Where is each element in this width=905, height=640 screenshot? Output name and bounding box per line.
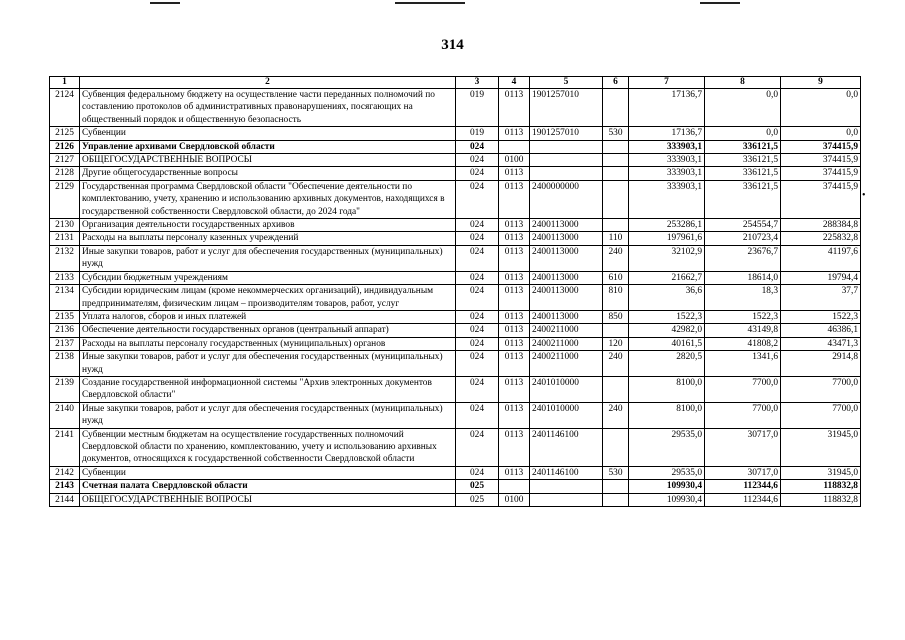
amount-col9-cell: 7700,0: [781, 402, 861, 428]
row-number-cell: 2136: [50, 324, 80, 337]
amount-col9-cell: 41197,6: [781, 245, 861, 271]
amount-col8-cell: 30717,0: [705, 466, 781, 479]
expense-type-cell: [603, 140, 629, 153]
row-number-cell: 2130: [50, 219, 80, 232]
expense-type-cell: 240: [603, 351, 629, 377]
ministry-code-cell: 024: [456, 219, 499, 232]
row-number-cell: 2131: [50, 232, 80, 245]
table-row: [50, 167, 861, 180]
target-article-cell: 2400113000: [530, 310, 603, 323]
section-code-cell: 0113: [499, 89, 530, 127]
row-number-cell: 2137: [50, 337, 80, 350]
amount-col8-cell: 41808,2: [705, 337, 781, 350]
description-cell: Иные закупки товаров, работ и услуг для обеспечения государственных (муниципальных) нужд: [80, 402, 456, 428]
ministry-code-cell: 024: [456, 154, 499, 167]
section-code-cell: 0113: [499, 337, 530, 350]
expense-type-cell: 530: [603, 466, 629, 479]
amount-col9-cell: 1522,3: [781, 310, 861, 323]
column-header: 5: [530, 77, 603, 89]
column-header: 3: [456, 77, 499, 89]
table-row: [50, 127, 861, 140]
row-number-cell: 2144: [50, 493, 80, 506]
amount-col9-cell: 46386,1: [781, 324, 861, 337]
amount-col8-cell: 1522,3: [705, 310, 781, 323]
amount-col8-cell: 0,0: [705, 127, 781, 140]
row-number-cell: 2139: [50, 376, 80, 402]
amount-col8-cell: 336121,5: [705, 167, 781, 180]
expense-type-cell: [603, 154, 629, 167]
target-article-cell: [530, 140, 603, 153]
amount-col9-cell: 374415,9: [781, 180, 861, 218]
page-number: 314: [441, 37, 464, 53]
amount-col7-cell: 17136,7: [629, 127, 705, 140]
row-number-cell: 2128: [50, 167, 80, 180]
amount-col7-cell: 8100,0: [629, 376, 705, 402]
row-number-cell: 2132: [50, 245, 80, 271]
amount-col9-cell: 374415,9: [781, 154, 861, 167]
target-article-cell: 2401010000: [530, 402, 603, 428]
header-row: [50, 77, 861, 89]
target-article-cell: [530, 167, 603, 180]
column-header: 9: [781, 77, 861, 89]
amount-col7-cell: 8100,0: [629, 402, 705, 428]
ministry-code-cell: 019: [456, 89, 499, 127]
section-code-cell: 0113: [499, 232, 530, 245]
expense-type-cell: 120: [603, 337, 629, 350]
ministry-code-cell: 024: [456, 232, 499, 245]
ministry-code-cell: 024: [456, 337, 499, 350]
description-cell: ОБЩЕГОСУДАРСТВЕННЫЕ ВОПРОСЫ: [80, 154, 456, 167]
amount-col7-cell: 333903,1: [629, 154, 705, 167]
ministry-code-cell: 019: [456, 127, 499, 140]
amount-col9-cell: 0,0: [781, 89, 861, 127]
section-code-cell: 0113: [499, 167, 530, 180]
table-row: [50, 337, 861, 350]
amount-col7-cell: 333903,1: [629, 167, 705, 180]
table-row: [50, 89, 861, 127]
section-code-cell: 0113: [499, 428, 530, 466]
amount-col8-cell: 0,0: [705, 89, 781, 127]
amount-col9-cell: 31945,0: [781, 466, 861, 479]
section-code-cell: 0113: [499, 127, 530, 140]
budget-table: [49, 76, 861, 507]
amount-col7-cell: 17136,7: [629, 89, 705, 127]
top-edge-mark: [150, 2, 180, 4]
expense-type-cell: [603, 480, 629, 493]
top-edge-mark: [395, 2, 465, 4]
description-cell: Расходы на выплаты персоналу казенных учреждений: [80, 232, 456, 245]
amount-col8-cell: 7700,0: [705, 402, 781, 428]
ministry-code-cell: 025: [456, 493, 499, 506]
amount-col8-cell: 30717,0: [705, 428, 781, 466]
expense-type-cell: [603, 493, 629, 506]
section-code-cell: 0113: [499, 402, 530, 428]
ministry-code-cell: 024: [456, 466, 499, 479]
amount-col7-cell: 21662,7: [629, 271, 705, 284]
amount-col8-cell: 336121,5: [705, 180, 781, 218]
section-code-cell: 0113: [499, 376, 530, 402]
amount-col9-cell: 118832,8: [781, 493, 861, 506]
amount-col8-cell: 254554,7: [705, 219, 781, 232]
section-code-cell: [499, 140, 530, 153]
description-cell: Другие общегосударственные вопросы: [80, 167, 456, 180]
row-number-cell: 2135: [50, 310, 80, 323]
description-cell: Иные закупки товаров, работ и услуг для обеспечения государственных (муниципальных) нужд: [80, 351, 456, 377]
amount-col9-cell: 7700,0: [781, 376, 861, 402]
expense-type-cell: 810: [603, 285, 629, 311]
amount-col7-cell: 29535,0: [629, 428, 705, 466]
expense-type-cell: 110: [603, 232, 629, 245]
amount-col9-cell: 118832,8: [781, 480, 861, 493]
ministry-code-cell: 024: [456, 180, 499, 218]
amount-col7-cell: 42982,0: [629, 324, 705, 337]
amount-col7-cell: 253286,1: [629, 219, 705, 232]
description-cell: Субсидии бюджетным учреждениям: [80, 271, 456, 284]
target-article-cell: 2400211000: [530, 351, 603, 377]
row-number-cell: 2143: [50, 480, 80, 493]
amount-col8-cell: 23676,7: [705, 245, 781, 271]
target-article-cell: 2400113000: [530, 245, 603, 271]
amount-col8-cell: 112344,6: [705, 480, 781, 493]
amount-col9-cell: 374415,9: [781, 140, 861, 153]
target-article-cell: 2400211000: [530, 337, 603, 350]
expense-type-cell: [603, 89, 629, 127]
row-number-cell: 2141: [50, 428, 80, 466]
amount-col7-cell: 333903,1: [629, 140, 705, 153]
expense-type-cell: [603, 324, 629, 337]
expense-type-cell: [603, 219, 629, 232]
column-header: 4: [499, 77, 530, 89]
section-code-cell: 0100: [499, 493, 530, 506]
description-cell: Субвенция федеральному бюджету на осуществление части переданных полномочий по составлению протоколов об административных правонарушениях, посягающих на общественный порядок и общественную безопасность: [80, 89, 456, 127]
ministry-code-cell: 024: [456, 324, 499, 337]
expense-type-cell: 530: [603, 127, 629, 140]
table-row: [50, 180, 861, 218]
description-cell: Организация деятельности государственных архивов: [80, 219, 456, 232]
description-cell: Управление архивами Свердловской области: [80, 140, 456, 153]
table-row: [50, 232, 861, 245]
amount-col8-cell: 7700,0: [705, 376, 781, 402]
section-code-cell: 0113: [499, 324, 530, 337]
amount-col7-cell: 2820,5: [629, 351, 705, 377]
table-row: [50, 428, 861, 466]
amount-col7-cell: 109930,4: [629, 493, 705, 506]
target-article-cell: [530, 480, 603, 493]
section-code-cell: 0113: [499, 219, 530, 232]
amount-col9-cell: 0,0: [781, 127, 861, 140]
target-article-cell: [530, 493, 603, 506]
expense-type-cell: [603, 428, 629, 466]
description-cell: Субвенции: [80, 466, 456, 479]
table-row: [50, 245, 861, 271]
row-number-cell: 2133: [50, 271, 80, 284]
ministry-code-cell: 024: [456, 271, 499, 284]
amount-col7-cell: 40161,5: [629, 337, 705, 350]
row-number-cell: 2134: [50, 285, 80, 311]
expense-type-cell: [603, 376, 629, 402]
table-row: [50, 310, 861, 323]
table-row: [50, 219, 861, 232]
description-cell: Субвенции: [80, 127, 456, 140]
ministry-code-cell: 024: [456, 310, 499, 323]
ministry-code-cell: 024: [456, 428, 499, 466]
expense-type-cell: 240: [603, 245, 629, 271]
column-header: 2: [80, 77, 456, 89]
amount-col7-cell: 333903,1: [629, 180, 705, 218]
table-row: [50, 140, 861, 153]
amount-col8-cell: 112344,6: [705, 493, 781, 506]
column-header: 8: [705, 77, 781, 89]
expense-type-cell: 610: [603, 271, 629, 284]
amount-col7-cell: 36,6: [629, 285, 705, 311]
section-code-cell: 0113: [499, 180, 530, 218]
row-number-cell: 2140: [50, 402, 80, 428]
table-row: [50, 480, 861, 493]
description-cell: Создание государственной информационной системы "Архив электронных документов Свердловской области": [80, 376, 456, 402]
expense-type-cell: 240: [603, 402, 629, 428]
table-row: [50, 285, 861, 311]
table-row: [50, 324, 861, 337]
amount-col9-cell: 225832,8: [781, 232, 861, 245]
amount-col9-cell: 19794,4: [781, 271, 861, 284]
amount-col8-cell: 18,3: [705, 285, 781, 311]
description-cell: Уплата налогов, сборов и иных платежей: [80, 310, 456, 323]
ministry-code-cell: 024: [456, 245, 499, 271]
amount-col7-cell: 1522,3: [629, 310, 705, 323]
section-code-cell: 0113: [499, 245, 530, 271]
row-number-cell: 2127: [50, 154, 80, 167]
target-article-cell: 2401146100: [530, 428, 603, 466]
column-header: 6: [603, 77, 629, 89]
description-cell: Иные закупки товаров, работ и услуг для обеспечения государственных (муниципальных) нужд: [80, 245, 456, 271]
ministry-code-cell: 024: [456, 402, 499, 428]
table-row: [50, 466, 861, 479]
section-code-cell: 0113: [499, 285, 530, 311]
description-cell: Счетная палата Свердловской области: [80, 480, 456, 493]
amount-col9-cell: 31945,0: [781, 428, 861, 466]
target-article-cell: 2400000000: [530, 180, 603, 218]
expense-type-cell: 850: [603, 310, 629, 323]
amount-col8-cell: 336121,5: [705, 140, 781, 153]
table-row: [50, 376, 861, 402]
amount-col7-cell: 32102,9: [629, 245, 705, 271]
section-code-cell: 0113: [499, 351, 530, 377]
row-number-cell: 2125: [50, 127, 80, 140]
ministry-code-cell: 025: [456, 480, 499, 493]
table-row: [50, 351, 861, 377]
amount-col9-cell: 2914,8: [781, 351, 861, 377]
amount-col8-cell: 336121,5: [705, 154, 781, 167]
target-article-cell: 1901257010: [530, 127, 603, 140]
table-row: [50, 402, 861, 428]
amount-col9-cell: 37,7: [781, 285, 861, 311]
amount-col9-cell: 288384,8: [781, 219, 861, 232]
target-article-cell: 2401146100: [530, 466, 603, 479]
row-number-cell: 2142: [50, 466, 80, 479]
target-article-cell: [530, 154, 603, 167]
row-number-cell: 2124: [50, 89, 80, 127]
amount-col8-cell: 43149,8: [705, 324, 781, 337]
description-cell: Обеспечение деятельности государственных органов (центральный аппарат): [80, 324, 456, 337]
amount-col8-cell: 1341,6: [705, 351, 781, 377]
amount-col9-cell: 43471,3: [781, 337, 861, 350]
ministry-code-cell: 024: [456, 285, 499, 311]
description-cell: Расходы на выплаты персоналу государственных (муниципальных) органов: [80, 337, 456, 350]
ministry-code-cell: 024: [456, 167, 499, 180]
target-article-cell: 2400211000: [530, 324, 603, 337]
description-cell: Государственная программа Свердловской области "Обеспечение деятельности по комплектованию, учету, хранению и использованию архивных документов, находящихся в государственной собственности Свердловской области, до 2024 года": [80, 180, 456, 218]
description-cell: ОБЩЕГОСУДАРСТВЕННЫЕ ВОПРОСЫ: [80, 493, 456, 506]
row-number-cell: 2138: [50, 351, 80, 377]
margin-mark: •: [862, 190, 866, 201]
amount-col8-cell: 210723,4: [705, 232, 781, 245]
target-article-cell: 2400113000: [530, 232, 603, 245]
table-row: [50, 493, 861, 506]
table-body: [50, 89, 861, 507]
section-code-cell: [499, 480, 530, 493]
section-code-cell: 0113: [499, 310, 530, 323]
column-header: 7: [629, 77, 705, 89]
row-number-cell: 2129: [50, 180, 80, 218]
amount-col8-cell: 18614,0: [705, 271, 781, 284]
ministry-code-cell: 024: [456, 376, 499, 402]
target-article-cell: 1901257010: [530, 89, 603, 127]
target-article-cell: 2400113000: [530, 271, 603, 284]
section-code-cell: 0100: [499, 154, 530, 167]
expense-type-cell: [603, 167, 629, 180]
target-article-cell: 2400113000: [530, 219, 603, 232]
ministry-code-cell: 024: [456, 351, 499, 377]
section-code-cell: 0113: [499, 466, 530, 479]
table-row: [50, 271, 861, 284]
ministry-code-cell: 024: [456, 140, 499, 153]
target-article-cell: 2401010000: [530, 376, 603, 402]
amount-col7-cell: 197961,6: [629, 232, 705, 245]
column-header: 1: [50, 77, 80, 89]
top-edge-mark: [700, 2, 740, 4]
description-cell: Субсидии юридическим лицам (кроме некоммерческих организаций), индивидуальным предпринимателям, физическим лицам – производителям товаров, работ, услуг: [80, 285, 456, 311]
amount-col7-cell: 109930,4: [629, 480, 705, 493]
row-number-cell: 2126: [50, 140, 80, 153]
amount-col9-cell: 374415,9: [781, 167, 861, 180]
target-article-cell: 2400113000: [530, 285, 603, 311]
section-code-cell: 0113: [499, 271, 530, 284]
amount-col7-cell: 29535,0: [629, 466, 705, 479]
description-cell: Субвенции местным бюджетам на осуществление государственных полномочий Свердловской области по хранению, комплектованию, учету и использованию архивных документов, относящихся к государственной собственности Свердловской области: [80, 428, 456, 466]
expense-type-cell: [603, 180, 629, 218]
table-row: [50, 154, 861, 167]
